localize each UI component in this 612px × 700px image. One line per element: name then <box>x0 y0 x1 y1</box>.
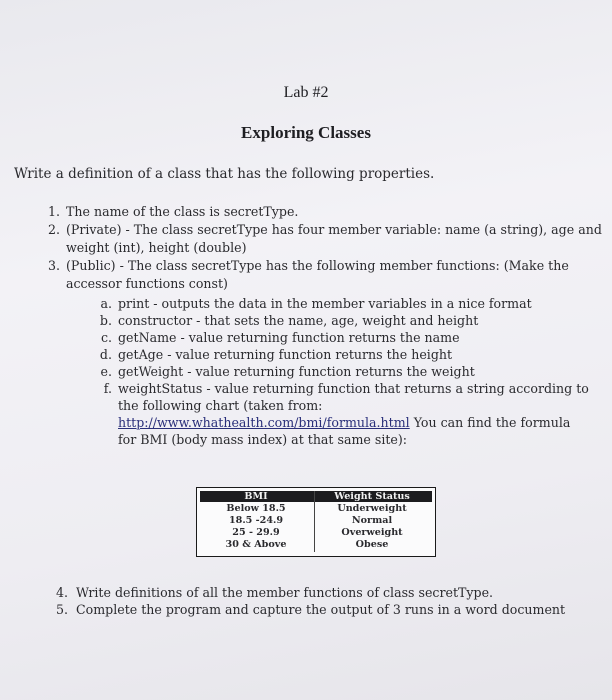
table-cell: 18.5 -24.9 <box>228 515 284 526</box>
table-header-weight-status: Weight Status <box>334 491 410 502</box>
table-cell: Overweight <box>341 527 403 538</box>
table-cell: Underweight <box>337 503 407 514</box>
lab-number: Lab #2 <box>283 84 329 101</box>
table-cell: 30 & Above <box>225 539 287 550</box>
table-header-bmi: BMI <box>244 491 268 502</box>
bmi-table <box>196 487 436 557</box>
page-title: Exploring Classes <box>241 123 371 142</box>
table-cell: Normal <box>351 515 393 526</box>
table-cell: Obese <box>355 539 389 550</box>
table-cell: Below 18.5 <box>226 503 286 514</box>
bmi-formula-link[interactable]: http://www.whathealth.com/bmi/formula.html <box>118 415 410 430</box>
intro-text: Write a definition of a class that has the following properties. <box>14 166 435 182</box>
table-cell: 25 - 29.9 <box>232 527 280 538</box>
table-divider <box>314 491 315 552</box>
document-page: Lab #2 Exploring Classes Write a definition of a class that has the following properties. 1. The name of the class is secretType. 2. (Private) - The class secretType has four member variable: name (a string), age and weight (int), height (double) 3. (Public) - The class secretType has the following member functions: (Make the accessor functions const) a. print - outputs the data in the member variables in a nice format b. constructor - that sets the name, age, weight and height c. getName - value returning function returns the name d. getAge - value returning function returns the height e. getWeight - value returning function returns the weight f. weightStatus - value returning function that returns a string according to the following chart (taken from: http://www.whathealth.com/bmi/formula.html You can find the formula for BMI (body mass index) at that same site): BMI Weight Status Below 18.5 Underweight 18.5 -24.9 Normal 25 - 29.9 Overweight 30 & Above Obese 4. Write definitions of all the member functions of class secretType. 5. Complete the program and capture the output of 3 runs in a word document <box>0 0 612 700</box>
